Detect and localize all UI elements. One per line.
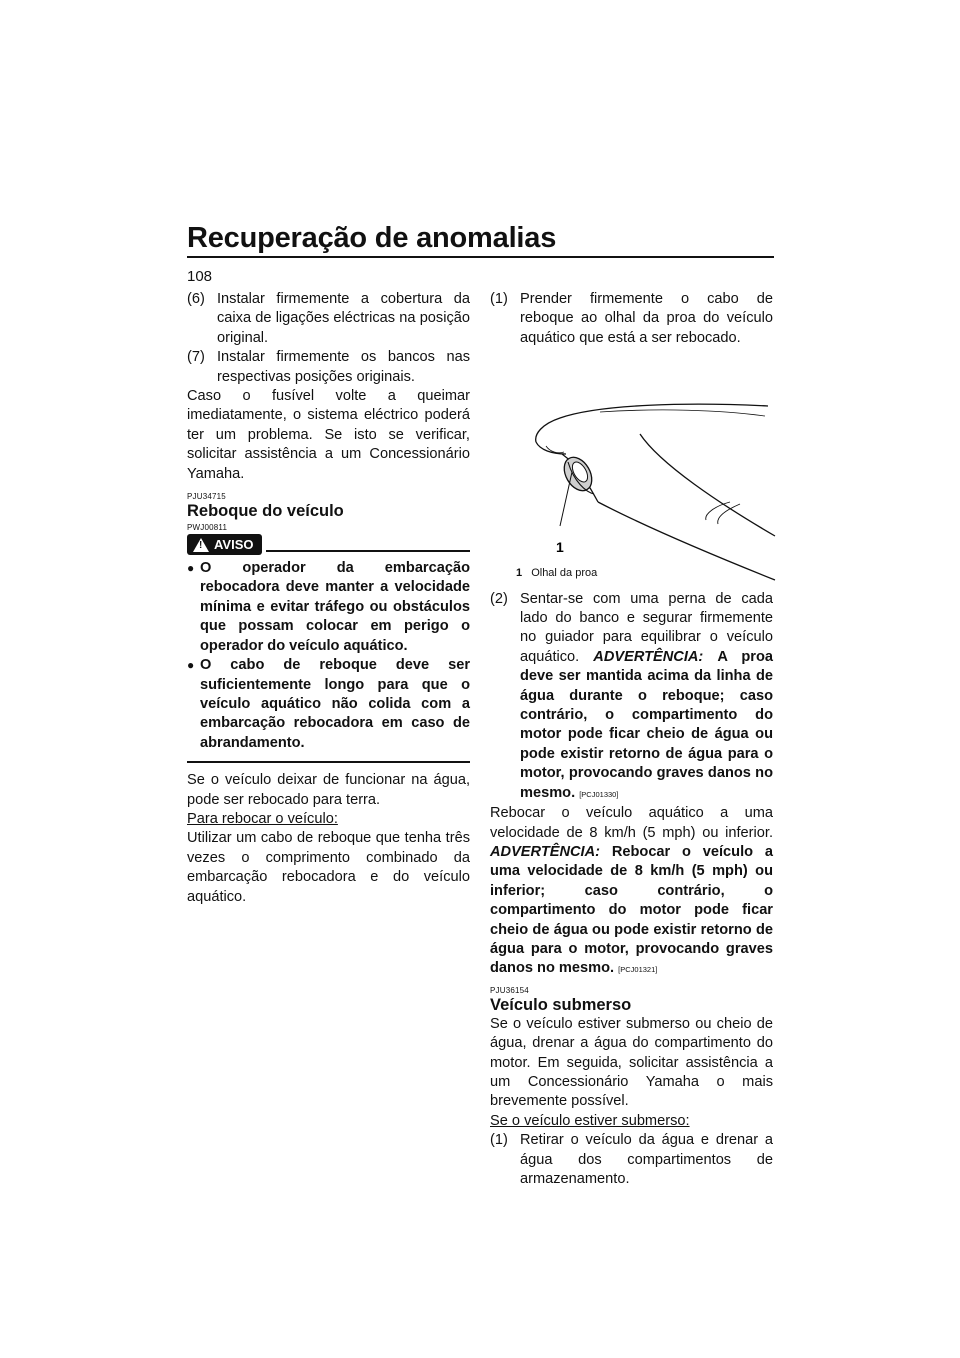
submerged-paragraph: Se o veículo estiver submerso ou cheio de água, drenar a água do compartimento do motor. Em seguida, solicitar assistência a um Concessionário Yamaha o mais brevemente possível. — [490, 1015, 773, 1110]
warning-end-rule — [187, 761, 470, 763]
step-6 — [187, 290, 470, 348]
speed-paragraph — [490, 804, 773, 980]
section-code: PJU34715 — [187, 492, 226, 502]
step-text: Instalar firmemente a cobertura da caixa de ligações eléctricas na posição original. — [217, 291, 470, 346]
figure-caption — [516, 564, 773, 583]
section-heading-towing: Reboque do veículo — [187, 502, 344, 521]
right-column — [490, 290, 773, 1189]
warning-item-text: O operador da embarcação rebocadora deve manter a velocidade mínima e evitar tráfego ou obstáculos que possam colocar em perigo o operador do veículo aquático. — [200, 560, 470, 654]
warning-code: PWJ00811 — [187, 523, 228, 533]
warning-list — [187, 559, 470, 753]
advertencia-text: A proa deve ser mantida acima da linha de água durante o reboque; caso contrário, o compartimento do motor pode ficar cheio de água ou pode existir retorno de água para o motor, provocando graves danos no mesmo. — [520, 648, 773, 801]
fuse-paragraph: Caso o fusível volte a queimar imediatamente, o sistema eléctrico poderá ter um problema. Se isto se verificar, solicitar assistência a um Concessionário Yamaha. — [187, 388, 470, 482]
warning-rule — [266, 550, 471, 552]
step-number: (7) — [187, 349, 205, 366]
step-text-block — [520, 590, 773, 804]
step-text: Prender firmemente o cabo de reboque ao olhal da proa do veículo aquático que está a ser rebocado. — [520, 291, 773, 346]
bullet-icon: ● — [187, 561, 195, 576]
bow-eye-illustration — [490, 354, 773, 556]
caption-text: Olhal da proa — [531, 567, 598, 580]
cable-paragraph: Utilizar um cabo de reboque que tenha três vezes o comprimento combinado da embarcação rebocadora e do veículo aquático. — [187, 830, 470, 905]
warning-badge — [187, 534, 262, 555]
section-heading-submerged: Veículo submerso — [490, 995, 632, 1014]
tow-step-2 — [490, 590, 773, 804]
step-text: Instalar firmemente os bancos nas respectivas posições originais. — [217, 349, 470, 385]
reference-code: [PCJ01330] — [579, 789, 619, 799]
page-title: Recuperação de anomalias — [187, 222, 557, 254]
tow-subheading: Para rebocar o veículo: — [187, 810, 338, 827]
bullet-icon: ● — [187, 658, 195, 673]
left-column — [187, 290, 470, 907]
step-text: Sentar-se com uma perna de cada lado do banco e segurar firmemente no guiador para equilibrar o veículo aquático. — [520, 590, 773, 665]
warning-item — [187, 656, 470, 753]
step-number: (1) — [490, 291, 508, 307]
advertencia-text: Rebocar o veículo a uma velocidade de 8 km/h (5 mph) ou inferior; caso contrário, o compartimento do motor pode ficar cheio de água ou pode existir retorno de água para o motor, provocando graves danos no mesmo. — [490, 843, 773, 977]
warning-header — [187, 534, 470, 555]
figure-callout: 1 — [556, 539, 564, 556]
advertencia-label: ADVERTÊNCIA: — [593, 648, 704, 665]
advertencia-label: ADVERTÊNCIA: — [490, 843, 601, 860]
warning-label: AVISO — [214, 536, 254, 552]
step-number: (6) — [187, 291, 205, 307]
submerged-step-1 — [490, 1131, 773, 1189]
caption-number: 1 — [516, 567, 523, 580]
warning-item — [187, 559, 470, 656]
warning-item-text: O cabo de reboque deve ser suficientemente longo para que o veículo aquático não colida com a embarcação rebocadora em caso de abrandamento. — [200, 657, 470, 751]
section-code: PJU36154 — [490, 985, 529, 995]
reference-code: [PCJ01321] — [618, 965, 658, 975]
page-number: 108 — [187, 268, 213, 285]
speed-text: Rebocar o veículo aquático a uma velocidade de 8 km/h (5 mph) ou inferior. — [490, 805, 773, 841]
submerged-subheading: Se o veículo estiver submerso: — [490, 1112, 690, 1129]
tow-paragraph: Se o veículo deixar de funcionar na água, pode ser rebocado para terra. — [187, 772, 470, 808]
warning-triangle-icon: ! — [193, 538, 209, 552]
step-7 — [187, 348, 470, 387]
step-number: (2) — [490, 590, 508, 607]
watercraft-bow-illustration — [490, 354, 773, 556]
step-number: (1) — [490, 1132, 508, 1149]
tow-step-1 — [490, 290, 773, 348]
step-text: Retirar o veículo da água e drenar a água dos compartimentos de armazenamento. — [520, 1132, 773, 1187]
title-rule — [187, 256, 774, 258]
